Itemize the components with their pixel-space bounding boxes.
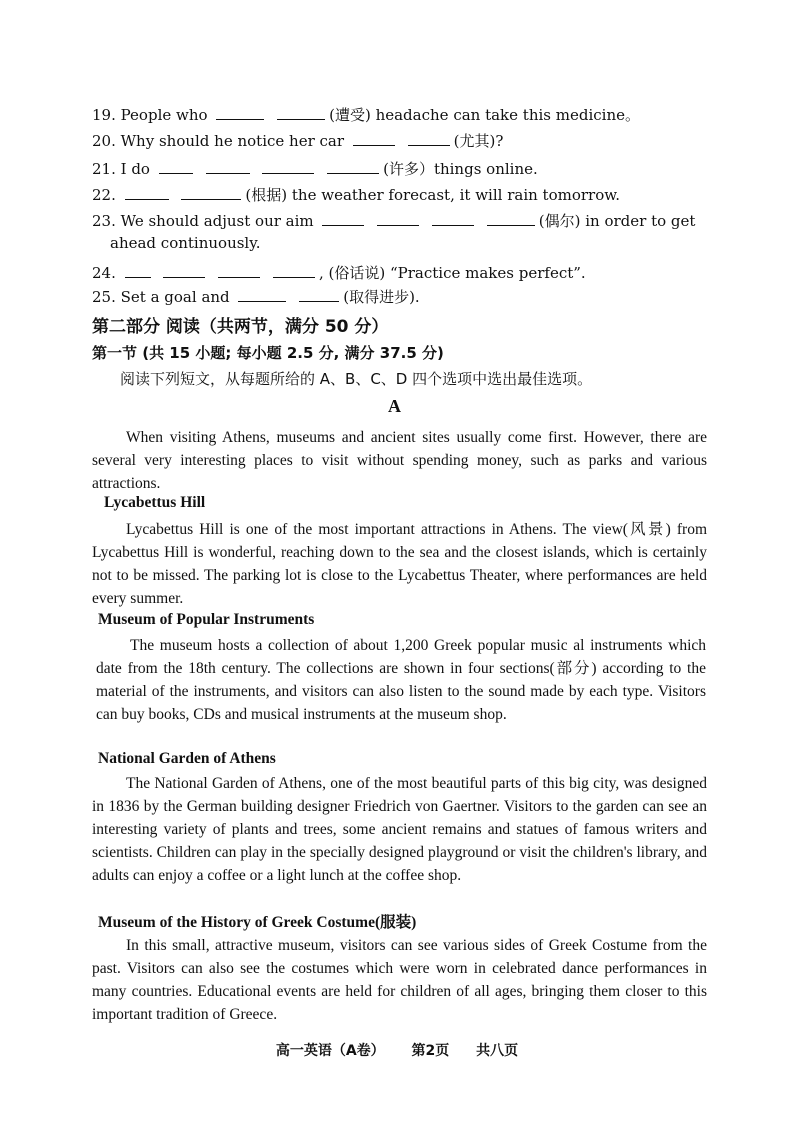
question-text: We should adjust our aim — [120, 212, 314, 230]
passage-intro: When visiting Athens, museums and ancient sites usually come first. However, there are several very interesting places to visit without spending money, such as parks and various attractions. — [92, 429, 707, 492]
answer-blank[interactable] — [277, 105, 325, 120]
answer-blank[interactable] — [159, 159, 193, 174]
question-text: (许多）things online. — [383, 160, 538, 178]
question-22 — [92, 184, 620, 206]
question-number: 21. — [92, 160, 116, 178]
passage-paragraph: The National Garden of Athens, one of the most beautiful parts of this big city, was designed in 1836 by the German building designer Friedrich von Gaertner. Visitors to the garden can see an interesting variety of plants and trees, some ancient remains and statues of famous writers and scientists. Children can play in the specially designed playground or visit the children's library, and adults can enjoy a coffee or a light lunch at the coffee shop. — [92, 775, 707, 884]
passage-heading: National Garden of Athens — [98, 750, 276, 767]
answer-blank[interactable] — [181, 185, 241, 200]
question-number: 25. — [92, 288, 116, 306]
question-number: 19. — [92, 106, 116, 124]
passage-paragraph: In this small, attractive museum, visitors can see various sides of Greek Costume from the past. Visitors can also see the costumes which were worn in celebrated dance performances in many countries. Educational events are held for children of all ages, bringing them closer to this important tradition of Greece. — [92, 937, 707, 1023]
passage-paragraph: Lycabettus Hill is one of the most important attractions in Athens. The view(风景) from Lycabettus Hill is wonderful, reaching down to the sea and the closest islands, which is certainly not to be missed. The parking lot is close to the Lycabettus Theater, where performances are held every summer. — [92, 521, 707, 607]
passage-label: A — [388, 396, 401, 416]
answer-blank[interactable] — [238, 287, 286, 302]
question-number: 23. — [92, 212, 116, 230]
answer-blank[interactable] — [327, 159, 379, 174]
question-20 — [92, 130, 503, 152]
question-text: People who — [120, 106, 208, 124]
question-25 — [92, 286, 420, 308]
question-text: I do — [120, 160, 150, 178]
question-text-continuation: ahead continuously. — [110, 234, 261, 252]
section-subtitle: 第一节 (共 15 小题; 每小题 2.5 分, 满分 37.5 分) — [92, 344, 444, 362]
answer-blank[interactable] — [432, 211, 474, 226]
footer-total-pages: 共八页 — [476, 1043, 519, 1059]
answer-blank[interactable] — [163, 263, 205, 278]
answer-blank[interactable] — [487, 211, 535, 226]
answer-blank[interactable] — [353, 131, 395, 146]
page-footer — [0, 1040, 794, 1060]
question-23 — [92, 210, 695, 254]
question-number: 24. — [92, 264, 116, 282]
question-text: (遭受) headache can take this medicine。 — [329, 106, 640, 124]
question-number: 20. — [92, 132, 116, 150]
passage-heading: Lycabettus Hill — [104, 494, 206, 511]
question-text: Why should he notice her car — [120, 132, 345, 150]
section-title: 第二部分 阅读（共两节，满分 50 分） — [92, 317, 389, 337]
passage-heading: Museum of Popular Instruments — [98, 611, 315, 628]
question-text: Set a goal and — [120, 288, 230, 306]
question-text: (取得进步). — [343, 288, 420, 306]
answer-blank[interactable] — [206, 159, 250, 174]
question-text: (根据) the weather forecast, it will rain tomorrow. — [245, 186, 621, 204]
footer-course: 高一英语（A卷） — [275, 1043, 385, 1059]
answer-blank[interactable] — [262, 159, 314, 174]
question-text: (尤其)? — [453, 132, 504, 150]
answer-blank[interactable] — [125, 263, 151, 278]
answer-blank[interactable] — [377, 211, 419, 226]
passage-paragraph: The museum hosts a collection of about 1,200 Greek popular music al instruments which date from the 18th century. The collections are shown in four sections(部分) according to the material of the instruments, and visitors can also listen to the sound made by each type. Visitors can buy books, CDs and musical instruments at the museum shop. — [96, 637, 706, 723]
question-number: 22. — [92, 186, 116, 204]
answer-blank[interactable] — [322, 211, 364, 226]
footer-page-number: 第2页 — [411, 1043, 450, 1059]
answer-blank[interactable] — [273, 263, 315, 278]
question-24 — [92, 262, 586, 284]
answer-blank[interactable] — [299, 287, 339, 302]
question-19 — [92, 104, 640, 126]
question-text: (偶尔) in order to get — [538, 212, 696, 230]
section-instruction: 阅读下列短文，从每题所给的 A、B、C、D 四个选项中选出最佳选项。 — [120, 370, 593, 388]
answer-blank[interactable] — [408, 131, 450, 146]
answer-blank[interactable] — [125, 185, 169, 200]
passage-heading: Museum of the History of Greek Costume(服装) — [98, 914, 417, 931]
answer-blank[interactable] — [216, 105, 264, 120]
question-21 — [92, 158, 538, 180]
question-text: , (俗话说) “Practice makes perfect”. — [318, 264, 586, 282]
answer-blank[interactable] — [218, 263, 260, 278]
